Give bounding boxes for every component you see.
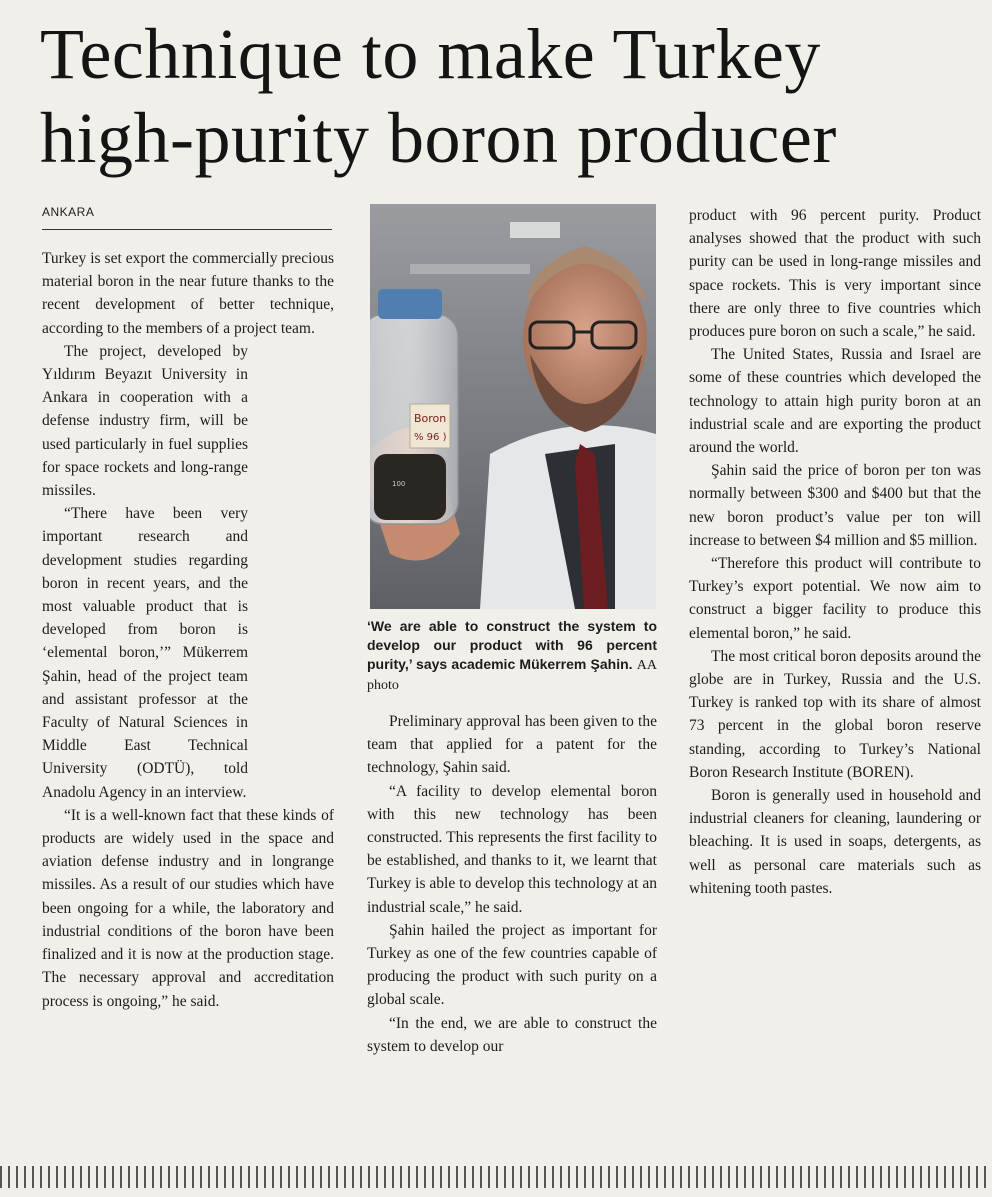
paragraph: Preliminary approval has been given to the team that applied for a patent for the technology, Şahin said.	[367, 713, 657, 777]
dateline: ANKARA	[42, 205, 95, 219]
paragraph: The most critical boron deposits around the globe are in Turkey, Russia and the U.S. Turkey is ranked top with its share of almost 73 percent in the global boron reserve standing, according to Turkey’s National Boron Research Institute (BOREN).	[689, 647, 981, 781]
paragraph: product with 96 percent purity. Product analyses showed that the product with such purity can be used in long-range missiles and space rockets. This is very important since there are only three to five countries which produces pure boron on such a scale,” he said.	[689, 207, 981, 341]
headline: Technique to make Turkey high-purity boron producer	[40, 14, 837, 178]
paragraph: “It is a well-known fact that these kinds of products are widely used in the space and aviation defense industry and in longrange missiles. As a result of our studies which have been ongoing for a while, the laboratory and industrial conditions of the boron have been finalized and it is now at the production stage. The necessary approval and accreditation process is ongoing,” he said.	[42, 806, 334, 1010]
paragraph: “In the end, we are able to construct the system to develop our	[367, 1014, 657, 1055]
photo-caption	[367, 617, 657, 695]
photo-credit: AA photo	[367, 658, 657, 693]
paragraph: “Therefore this product will contribute to Turkey’s export potential. We now aim to construct a bigger facility to produce this elemental boron,” he said.	[689, 555, 981, 642]
paragraph: “A facility to develop elemental boron with this new technology has been constructed. This represents the first facility to be established, and thanks to it, we learnt that Turkey is able to develop this technology at an industrial scale,” he said.	[367, 782, 657, 916]
bottle-label-text: % 96 )	[414, 432, 447, 443]
paragraph: “There have been very important research and development studies regarding boron in recent years, and the most valuable product that is developed from boron is ‘elemental boron,’” Mükerrem Şahin, head of the project team and assistant professor at the Faculty of Natural Sciences in Middle East Technical University (ODTÜ), told Anadolu Agency in an interview.	[42, 505, 248, 801]
article-photo	[370, 204, 656, 609]
bottle-graduation-mark: 100	[392, 480, 406, 488]
dateline-rule	[42, 229, 332, 230]
page-edge-barcode	[0, 1166, 992, 1188]
bottle-label-text: Boron	[414, 412, 447, 425]
paragraph: Turkey is set export the commercially precious material boron in the near future thanks to the recent development of better technique, according to the members of a project team.	[42, 250, 334, 337]
paragraph: Şahin hailed the project as important for Turkey as one of the few countries capable of producing the product with such purity on a global scale.	[367, 921, 657, 1009]
caption-text: ‘We are able to construct the system to develop our product with 96 percent purity,’ says academic Mükerrem Şahin.	[367, 618, 657, 672]
photo-illustration	[370, 204, 656, 609]
paragraph: The project, developed by Yıldırım Beyazıt University in Ankara in cooperation with a defense industry firm, will be used particularly in fuel supplies for space rockets and long-range missiles.	[42, 342, 248, 500]
article-column-3	[689, 204, 981, 900]
article-column-1	[42, 247, 334, 1013]
article-column-2	[367, 710, 657, 1058]
paragraph: Şahin said the price of boron per ton was normally between $300 and $400 but that the new boron product’s value per ton will increase to between $4 million and $5 million.	[689, 462, 981, 549]
paragraph: Boron is generally used in household and industrial cleaners for cleaning, laundering or bleaching. It is used in soaps, detergents, as well as personal care materials such as whitening tooth pastes.	[689, 787, 981, 897]
paragraph: The United States, Russia and Israel are some of these countries which developed the technology to attain high purity boron at an industrial scale and are exporting the product around the world.	[689, 346, 981, 457]
